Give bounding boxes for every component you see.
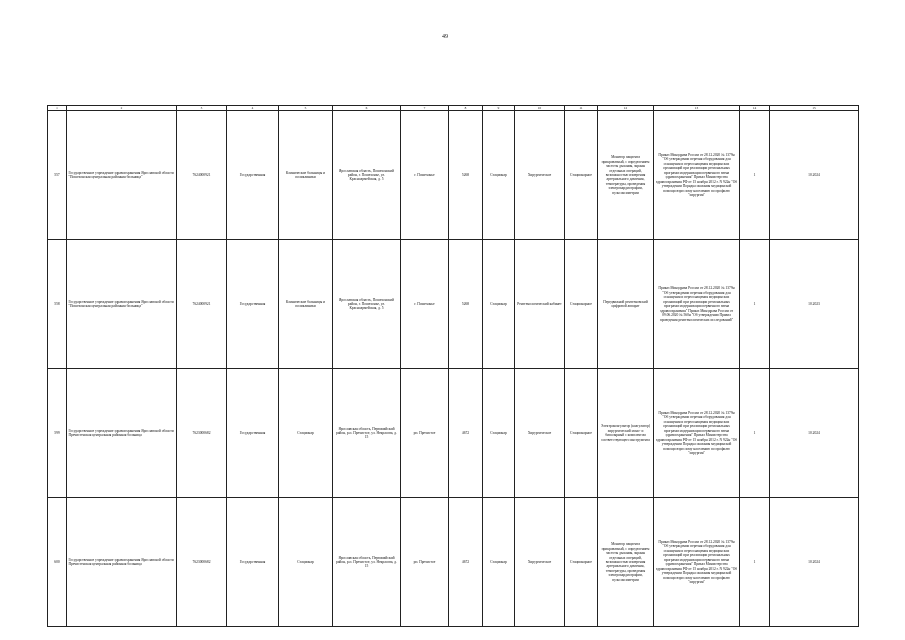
row-number: 558 [48, 240, 67, 369]
row-number: 599 [48, 369, 67, 498]
column-number: 2 [67, 106, 177, 111]
deadline: 10.2024 [770, 369, 859, 498]
column-number: 4 [227, 106, 279, 111]
deadline: 10.2023 [770, 240, 859, 369]
page-number: 49 [442, 34, 448, 40]
column-number: 7 [401, 106, 449, 111]
facility-type: Стационар [279, 369, 333, 498]
facility-type: Клинические больницы и поликлиники [279, 111, 333, 240]
settlement: рп. Пречистое [401, 369, 449, 498]
population: 4672 [449, 369, 483, 498]
table-row [48, 240, 859, 369]
unit-type: Стационар [483, 369, 515, 498]
column-number: 6 [333, 106, 401, 111]
department: Хирургическое [515, 111, 565, 240]
address: Ярославская область, Пошехонский район, г. Пошехонье, ул. Красноармейская, д. 5 [333, 240, 401, 369]
facility-type: Стационар [279, 498, 333, 627]
legal-basis: Приказ Минздрава России от 28.12.2020 № 1379н "Об утверждении перечня оборудования для оснащения и переоснащения медицинских организаций при реализации региональных программ модернизации первичного звена здравоохранения" Приказ Министерства здравоохранения РФ от 15 ноября 2012 г. N 922н "Об утверждении Порядка оказания медицинской помощи взрослому населению по профилю "хирургия" [654, 111, 740, 240]
care-conditions: Стационарное [565, 498, 598, 627]
inn-code: 7623000682 [177, 498, 227, 627]
column-number: 9 [483, 106, 515, 111]
column-number: 1 [48, 106, 67, 111]
inn-code: 7623000682 [177, 369, 227, 498]
organization-name: Государственное учреждение здравоохранения Ярославской области Пречистенская центральная районная больница [67, 369, 177, 498]
address: Ярославская область, Пошехонский район, г. Пошехонье, ул. Красноармейская, д. 5 [333, 111, 401, 240]
organization-name: Государственное учреждение здравоохранения Ярославской области "Пошехонская центральная районная больница" [67, 240, 177, 369]
table-row [48, 498, 859, 627]
population: 4672 [449, 498, 483, 627]
population: 5268 [449, 240, 483, 369]
deadline: 10.2024 [770, 498, 859, 627]
column-number: 13 [654, 106, 740, 111]
row-number: 600 [48, 498, 67, 627]
organization-name: Государственное учреждение здравоохранения Ярославской области Пречистенская центральная районная больница [67, 498, 177, 627]
legal-basis: Приказ Минздрава России от 28.12.2020 № 1379н "Об утверждении перечня оборудования для оснащения и переоснащения медицинских организаций при реализации региональных программ модернизации первичного звена здравоохранения" Приказ Министерства здравоохранения РФ от 15 ноября 2012 г. N 922н "Об утверждении Порядка оказания медицинской помощи взрослому населению по профилю "хирургия" [654, 498, 740, 627]
equipment-name: Передвижной рентгеновский цифровой аппарат [598, 240, 654, 369]
inn-code: 7624000921 [177, 240, 227, 369]
quantity: 1 [740, 369, 770, 498]
settlement: рп. Пречистое [401, 498, 449, 627]
row-number: 557 [48, 111, 67, 240]
column-number: 14 [740, 106, 770, 111]
deadline: 10.2024 [770, 111, 859, 240]
column-number: 5 [279, 106, 333, 111]
department: Рентгенологический кабинет [515, 240, 565, 369]
equipment-register-table [47, 105, 859, 627]
address: Ярославская область, Первомайский район, р.п. Пречистое, ул. Некрасова, д. 15 [333, 369, 401, 498]
column-number: 10 [515, 106, 565, 111]
department: Хирургическое [515, 369, 565, 498]
ownership-form: Государственная [227, 240, 279, 369]
legal-basis: Приказ Минздрава России от 28.12.2020 № 1379н "Об утверждении перечня оборудования для оснащения и переоснащения медицинских организаций при реализации региональных программ модернизации первичного звена здравоохранения" Приказ Министерства здравоохранения РФ от 15 ноября 2012 г. N 922н "Об утверждении Порядка оказания медицинской помощи взрослому населению по профилю "хирургия" [654, 369, 740, 498]
ownership-form: Государственная [227, 111, 279, 240]
column-number: 12 [598, 106, 654, 111]
unit-type: Стационар [483, 498, 515, 627]
ownership-form: Государственная [227, 369, 279, 498]
column-number: 8 [449, 106, 483, 111]
table-row [48, 369, 859, 498]
ownership-form: Государственная [227, 498, 279, 627]
legal-basis: Приказ Минздрава России от 28.12.2020 № 1379н "Об утверждении перечня оборудования для оснащения и переоснащения медицинских организаций при реализации региональных программ модернизации первичного звена здравоохранения" Приказ Минздрава России от 09.06.2020 № 560н "Об утверждении Правил проведения рентгенологических исследований" [654, 240, 740, 369]
care-conditions: Стационарное [565, 111, 598, 240]
quantity: 1 [740, 240, 770, 369]
organization-name: Государственное учреждение здравоохранения Ярославской области "Пошехонская центральная районная больница" [67, 111, 177, 240]
settlement: г. Пошехонье [401, 111, 449, 240]
column-number: 11 [565, 106, 598, 111]
unit-type: Стационар [483, 240, 515, 369]
care-conditions: Стационарное [565, 369, 598, 498]
population: 5268 [449, 111, 483, 240]
column-number: 15 [770, 106, 859, 111]
equipment-name: Монитор пациента прикроватный, с определением частоты дыхания, экраны отдельных операций, возможностью измерения артериального давления, температуры, проведения электрокардиографии, пульсоксиметрии [598, 498, 654, 627]
quantity: 1 [740, 111, 770, 240]
equipment-name: Монитор пациента прикроватный, с определением частоты дыхания, экраны отдельных операций, возможностью измерения артериального давления, температуры, проведения электрокардиографии, пульсоксиметрии [598, 111, 654, 240]
unit-type: Стационар [483, 111, 515, 240]
quantity: 1 [740, 498, 770, 627]
department: Хирургическое [515, 498, 565, 627]
inn-code: 7624000921 [177, 111, 227, 240]
address: Ярославская область, Первомайский район, р.п. Пречистое, ул. Некрасова, д. 15 [333, 498, 401, 627]
equipment-name: Электрокоагулятор (коагулятор) хирургический моно- и биполярный с комплектом соответствующего инструмента [598, 369, 654, 498]
care-conditions: Стационарное [565, 240, 598, 369]
facility-type: Клинические больницы и поликлиники [279, 240, 333, 369]
table-row [48, 111, 859, 240]
settlement: г. Пошехонье [401, 240, 449, 369]
column-number: 3 [177, 106, 227, 111]
